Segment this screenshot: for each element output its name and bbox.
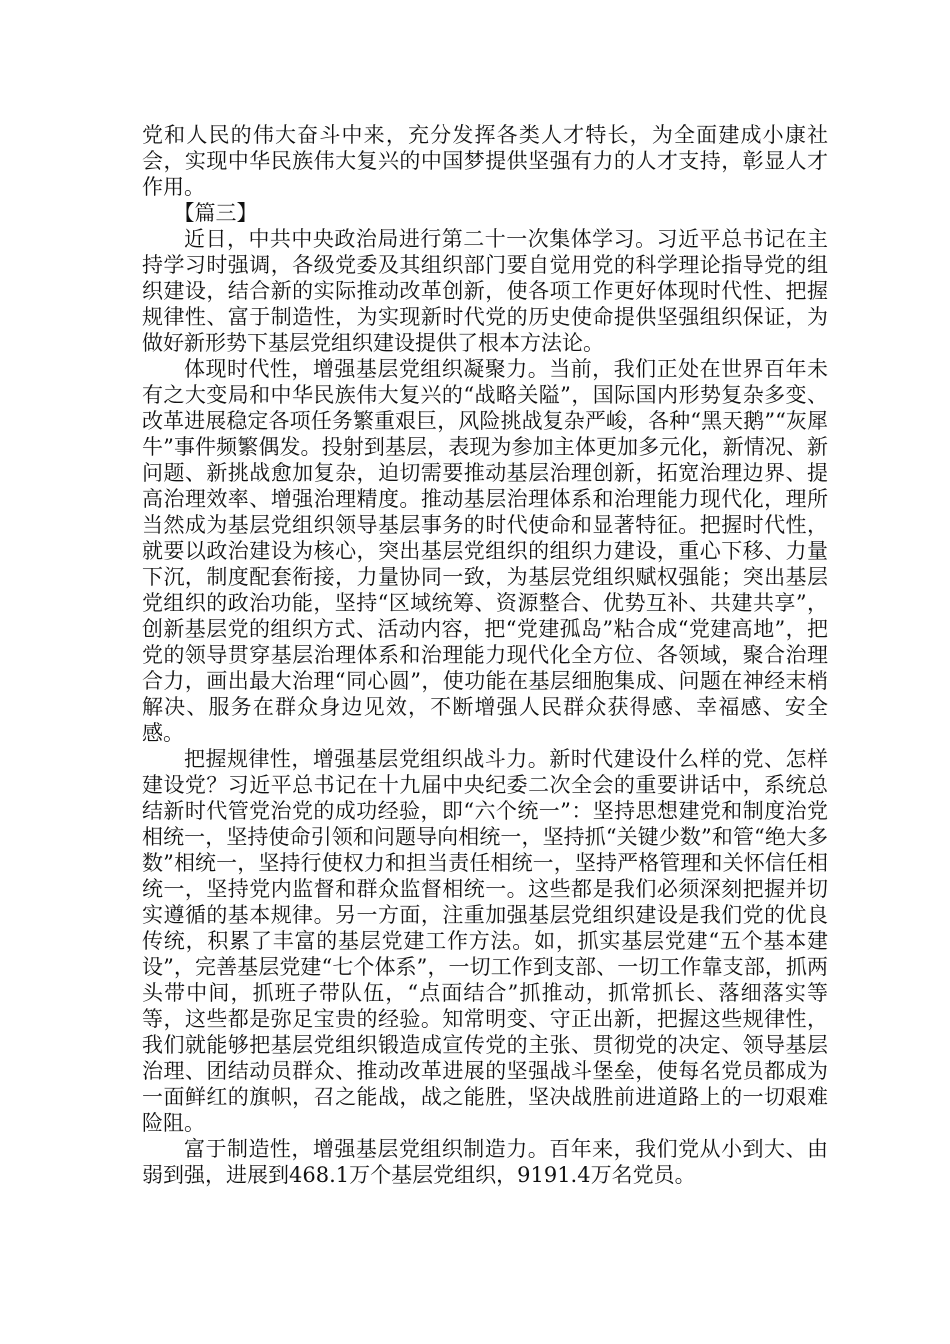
paragraph-intro: 近日，中共中央政治局进行第二十一次集体学习。习近平总书记在主持学习时强调，各级党委及其组织部门要自觉用党的科学理论指导党的组织建设，结合新的实际推动改革创新，使各项工作更好体现时代性、把握规律性、富于制造性，为实现新时代党的历史使命提供坚强组织保证，为做好新形势下基层党组织建设提供了根本方法论。 xyxy=(142,227,828,355)
paragraph-creativity: 富于制造性，增强基层党组织制造力。百年来，我们党从小到大、由弱到强，进展到468.1万个基层党组织，9191.4万名党员。 xyxy=(142,1137,828,1187)
section-heading: 【篇三】 xyxy=(173,201,258,225)
paragraph-regularity: 把握规律性，增强基层党组织战斗力。新时代建设什么样的党、怎样建设党？习近平总书记在十九届中央纪委二次全会的重要讲话中，系统总结新时代管党治党的成功经验，即“六个统一”：坚持思想建党和制度治党相统一，坚持使命引领和问题导向相统一，坚持抓“关键少数”和管“绝大多数”相统一，坚持行使权力和担当责任相统一，坚持严格管理和关怀信任相统一，坚持党内监督和群众监督相统一。这些都是我们必须深刻把握并切实遵循的基本规律。另一方面，注重加强基层党组织建设是我们党的优良传统，积累了丰富的基层党建工作方法。如，抓实基层党建“五个基本建设”，完善基层党建“七个体系”，一切工作到支部、一切工作靠支部，抓两头带中间，抓班子带队伍，“点面结合”抓推动，抓常抓长、落细落实等等，这些都是弥足宝贵的经验。知常明变、守正出新，把握这些规律性，我们就能够把基层党组织锻造成宣传党的主张、贯彻党的决定、领导基层治理、团结动员群众、推动改革进展的坚强战斗堡垒，使每名党员都成为一面鲜红的旗帜，召之能战，战之能胜，坚决战胜前进道路上的一切艰难险阻。 xyxy=(142,747,828,1135)
paragraph-timeliness: 体现时代性，增强基层党组织凝聚力。当前，我们正处在世界百年未有之大变局和中华民族伟大复兴的“战略关隘”，国际国内形势复杂多变、改革进展稳定各项任务繁重艰巨，风险挑战复杂严峻，各种“黑天鹅”“灰犀牛”事件频繁偶发。投射到基层，表现为参加主体更加多元化，新情况、新问题、新挑战愈加复杂，迫切需要推动基层治理创新，拓宽治理边界、提高治理效率、增强治理精度。推动基层治理体系和治理能力现代化，理所当然成为基层党组织领导基层事务的时代使命和显著特征。把握时代性，就要以政治建设为核心，突出基层党组织的组织力建设，重心下移、力量下沉，制度配套衔接，力量协同一致，为基层党组织赋权强能；突出基层党组织的政治功能，坚持“区域统筹、资源整合、优势互补、共建共享”，创新基层党的组织方式、活动内容，把“党建孤岛”粘合成“党建高地”，把党的领导贯穿基层治理体系和治理能力现代化全方位、各领域，聚合治理合力，画出最大治理“同心圆”，使功能在基层细胞集成、问题在神经末梢解决、服务在群众身边见效，不断增强人民群众获得感、幸福感、安全感。 xyxy=(142,357,828,745)
paragraph-continuation: 党和人民的伟大奋斗中来，充分发挥各类人才特长，为全面建成小康社会，实现中华民族伟大复兴的中国梦提供坚强有力的人才支持，彰显人才作用。 xyxy=(142,123,828,199)
document-body xyxy=(142,122,828,1188)
